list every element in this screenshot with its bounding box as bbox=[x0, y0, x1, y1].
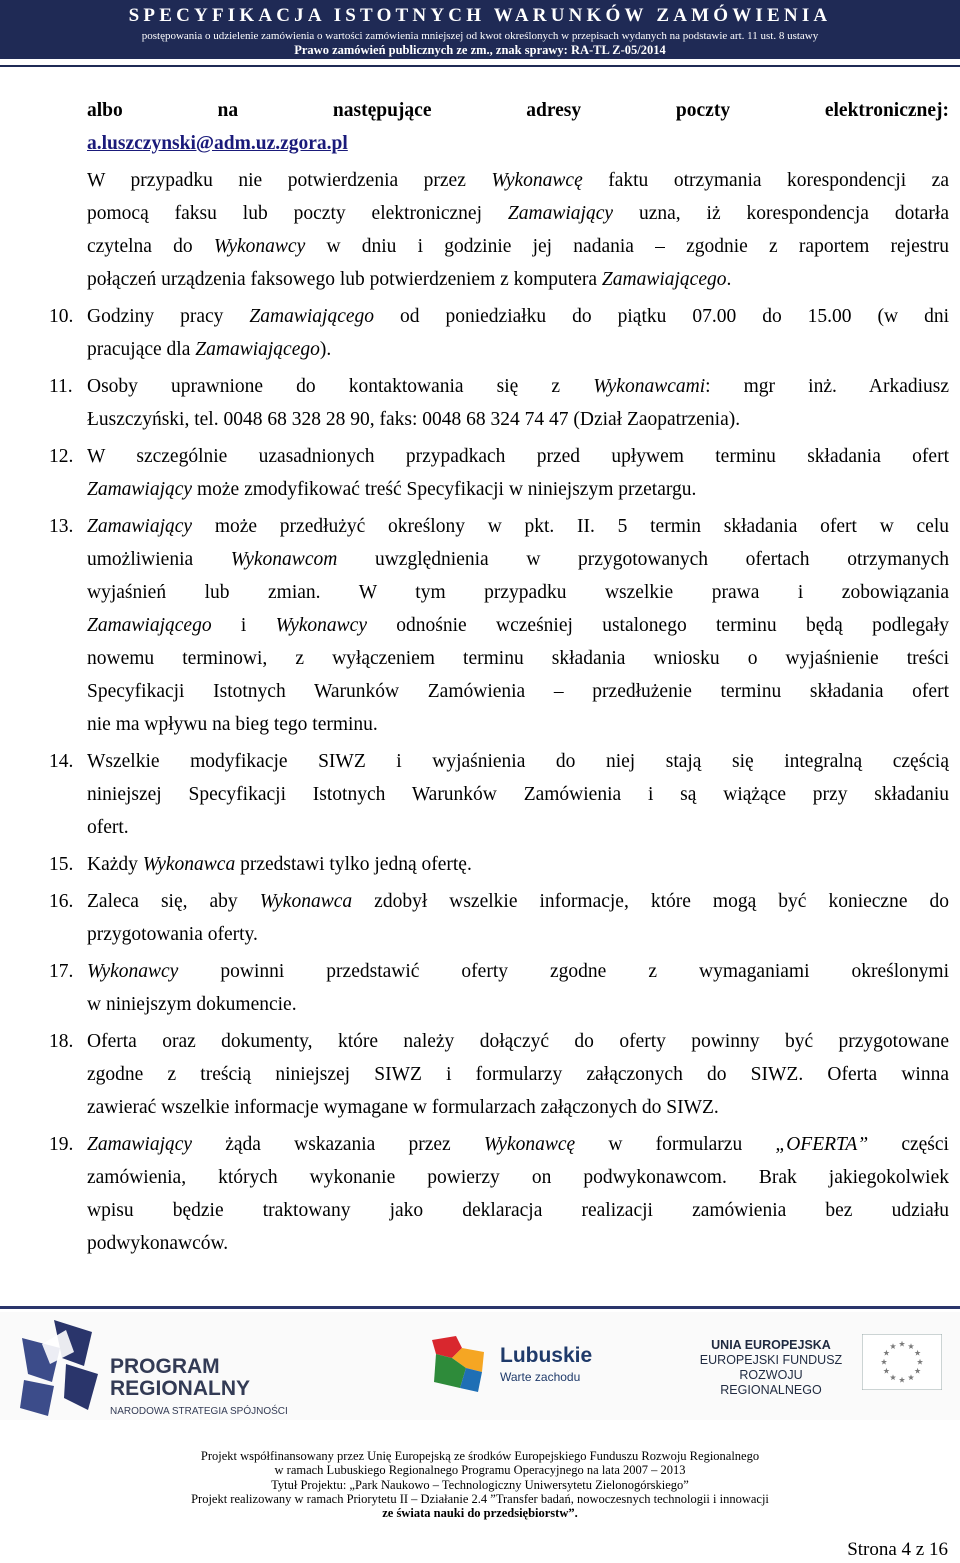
list-item-19: 19. Zamawiający żąda wskazania przez Wykonawcę w formularzu „OFERTA” części zamówienia, których wykonanie powierzy on podwykonawcom. Brak jakiegokolwiek wpisu będzie traktowany jako deklaracja realizacji zamówienia bez udziału podwykonawców. bbox=[87, 1128, 949, 1260]
lubuskie-emblem-icon bbox=[422, 1332, 492, 1396]
item-number: 11. bbox=[49, 376, 73, 397]
item-number: 16. bbox=[49, 891, 74, 912]
document-subtitle: postępowania o udzielenie zamówienia o wartości zamówienia mniejszej od kwot określonych w przepisach wydanych na podstawie art. 11 ust. 8 ustawy bbox=[141, 30, 819, 42]
list-item-13: 13. Zamawiający może przedłużyć określony w pkt. II. 5 termin składania ofert w celu umożliwienia Wykonawcom uwzględnienia w przygotowanych ofertach otrzymanych wyjaśnień lub zmian. W tym przypadku wszelkie prawa i zobowiązania Zamawiającego i Wykonawcy odnośnie wcześniej ustalonego terminu będą podlegały nowemu terminowi, z wyłączeniem terminu składania wniosku o wyjaśnienie treści Specyfikacji Istotnych Warunków Zamówienia – przedłużenie terminu składania ofert nie ma wpływu na bieg tego terminu. bbox=[87, 510, 949, 741]
intro-line: albo na następujące adresy poczty elektronicznej: bbox=[87, 100, 949, 121]
footer-logos bbox=[0, 1312, 960, 1420]
item-number: 18. bbox=[49, 1031, 74, 1052]
lubuskie-name: Lubuskie bbox=[500, 1344, 593, 1367]
list-item-18: 18. Oferta oraz dokumenty, które należy dołączyć do oferty powinny być przygotowane zgodne z treścią niniejszej SIWZ i formularzy załączonych do SIWZ. Oferta winna zawierać wszelkie informacje wymagane w formularzach załączonych do SIWZ. bbox=[87, 1025, 949, 1124]
header-underline bbox=[0, 65, 960, 67]
program-regionalny-emblem-icon bbox=[14, 1318, 104, 1418]
list-item-16: 16. Zaleca się, aby Wykonawca zdobył wszelkie informacje, które mogą być konieczne do przygotowania oferty. bbox=[87, 885, 949, 951]
program-title: PROGRAM REGIONALNY bbox=[110, 1355, 251, 1400]
document-body bbox=[49, 94, 949, 1260]
list-item-11: 11. Osoby uprawnione do kontaktowania się z Wykonawcami: mgr inż. Arkadiusz Łuszczyński, tel. 0048 68 328 28 90, faks: 0048 68 324 74 47 (Dział Zaopatrzenia). bbox=[87, 370, 949, 436]
item-number: 17. bbox=[49, 961, 74, 982]
document-title: SPECYFIKACJA ISTOTNYCH WARUNKÓW ZAMÓWIENIA bbox=[128, 5, 832, 26]
program-regionalny-logo bbox=[14, 1318, 344, 1418]
eu-flag-icon bbox=[862, 1334, 942, 1390]
footer-separator bbox=[0, 1306, 960, 1309]
lubuskie-tagline: Warte zachodu bbox=[500, 1370, 581, 1384]
paragraph-confirmation: W przypadku nie potwierdzenia przez Wykonawcę faktu otrzymania korespondencji za pomocą faksu lub poczty elektronicznej Zamawiający uzna, iż korespondencja dotarła czytelna do Wykonawcy w dniu i godzinie jej nadania – zgodnie z raportem rejestru połączeń urządzenia faksowego lub potwierdzeniem z komputera Zamawiającego. bbox=[87, 170, 949, 290]
email-link[interactable]: a.luszczynski@adm.uz.zgora.pl bbox=[87, 133, 348, 154]
email-line bbox=[87, 127, 949, 160]
item-number: 15. bbox=[49, 854, 74, 875]
item-number: 13. bbox=[49, 516, 74, 537]
item-number: 14. bbox=[49, 751, 74, 772]
page-number: Strona 4 z 16 bbox=[847, 1539, 948, 1560]
list-item-17: 17. Wykonawcy powinni przedstawić oferty zgodne z wymaganiami określonymi w niniejszym dokumencie. bbox=[87, 955, 949, 1021]
list-item-14: 14. Wszelkie modyfikacje SIWZ i wyjaśnienia do niej stają się integralną częścią niniejszej Specyfikacji Istotnych Warunków Zamówienia i są wiążące przy składaniu ofert. bbox=[87, 745, 949, 844]
program-subtitle: NARODOWA STRATEGIA SPÓJNOŚCI bbox=[110, 1406, 288, 1417]
eu-fund-text: UNIA EUROPEJSKA EUROPEJSKI FUNDUSZ ROZWOJU REGIONALNEGO bbox=[699, 1338, 843, 1397]
list-item-10: 10. Godziny pracy Zamawiającego od poniedziałku do piątku 07.00 do 15.00 (w dni pracujące dla Zamawiającego). bbox=[87, 300, 949, 366]
item-number: 12. bbox=[49, 446, 74, 467]
case-reference: Prawo zamówień publicznych ze zm., znak sprawy: RA-TL Z-05/2014 bbox=[294, 43, 666, 57]
list-item-12: 12. W szczególnie uzasadnionych przypadkach przed upływem terminu składania ofert Zamawiający może zmodyfikować treść Specyfikacji w niniejszym przetargu. bbox=[87, 440, 949, 506]
list-item-15: 15. Każdy Wykonawca przedstawi tylko jedną ofertę. bbox=[87, 848, 949, 881]
item-number: 10. bbox=[49, 306, 74, 327]
item-number: 19. bbox=[49, 1134, 74, 1155]
project-info: Projekt współfinansowany przez Unię Europejską ze środków Europejskiego Funduszu Rozwoju Regionalnego w ramach Lubuskiego Regionalnego Programu Operacyjnego na lata 2007 – 2013 Tytuł Projektu: „Park Naukowo – Technologiczny Uniwersytetu Zielonogórskiego” Projekt realizowany w ramach Priorytetu II – Działanie 2.4 ”Transfer badań, nowoczesnych technologii i innowacji ze świata nauki do przedsiębiorstw”. bbox=[191, 1449, 769, 1521]
page-header bbox=[0, 0, 960, 59]
